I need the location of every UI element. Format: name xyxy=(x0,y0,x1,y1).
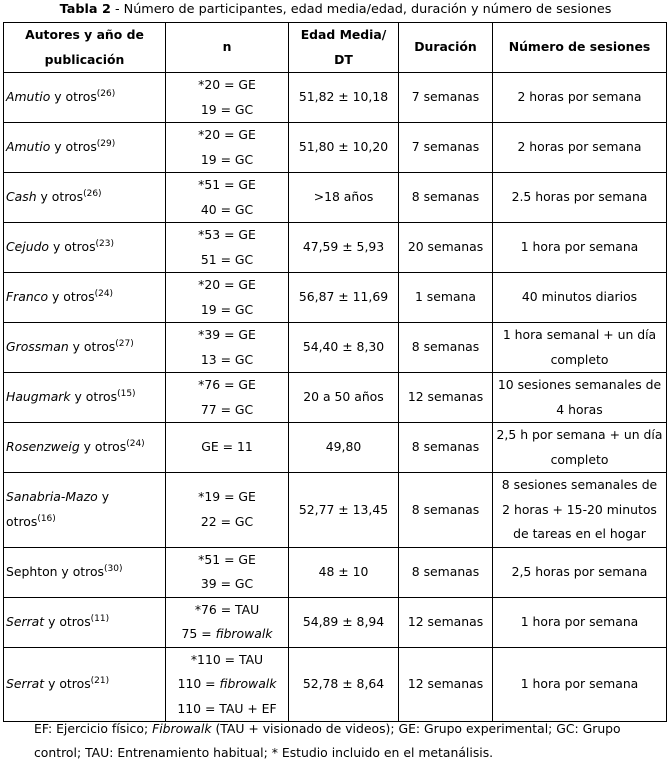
footnote-part: EF: Ejercicio físico; xyxy=(34,721,153,736)
author-name: Sanabria-Mazo xyxy=(6,489,98,505)
n-text: *19 = GE xyxy=(198,489,256,505)
author-cell xyxy=(4,547,166,597)
sessions-cell: 40 minutos diarios xyxy=(493,273,667,323)
duration-cell: 12 semanas xyxy=(399,373,493,423)
duration-cell: 1 semana xyxy=(399,273,493,323)
author-cell xyxy=(4,73,166,123)
sessions-cell: 8 sesiones semanales de 2 horas + 15-20 minutos de tareas en el hogar xyxy=(493,473,667,548)
author-name: Franco xyxy=(6,289,49,305)
sessions-cell: 1 hora por semana xyxy=(493,223,667,273)
sessions-cell: 2.5 horas por semana xyxy=(493,173,667,223)
table-row xyxy=(4,597,667,647)
table-row xyxy=(4,423,667,473)
age-cell: 51,82 ± 10,18 xyxy=(289,73,399,123)
author-cell xyxy=(4,273,166,323)
sessions-cell: 1 hora semanal + un día completo xyxy=(493,323,667,373)
author-cell xyxy=(4,423,166,473)
duration-cell: 12 semanas xyxy=(399,647,493,722)
n-text: 19 = GC xyxy=(200,301,254,317)
n-text: 51 = GC xyxy=(200,251,254,267)
reference: (26) xyxy=(83,189,102,200)
author-rest: y otros xyxy=(48,289,95,305)
n-italic: fibrowalk xyxy=(215,626,273,641)
reference: (23) xyxy=(95,239,115,250)
sessions-cell: 2,5 h por semana + un día completo xyxy=(493,423,667,473)
table-row xyxy=(4,647,667,722)
age-cell: 54,89 ± 8,94 xyxy=(289,597,399,647)
duration-cell: 8 semanas xyxy=(399,173,493,223)
n-cell xyxy=(166,273,289,323)
author-cell xyxy=(4,373,166,423)
table-row xyxy=(4,223,667,273)
n-line xyxy=(169,348,285,373)
duration-cell: 8 semanas xyxy=(399,323,493,373)
n-line xyxy=(169,173,285,198)
n-line xyxy=(169,572,285,597)
n-line xyxy=(169,223,285,248)
n-line xyxy=(169,435,285,460)
header-age: Edad Media/ DT xyxy=(289,23,399,73)
author-rest: Sephton y otros xyxy=(6,563,105,579)
caption-text: - Número de participantes, edad media/edad, duración y número de sesiones xyxy=(110,2,612,17)
reference: (30) xyxy=(104,563,123,574)
author-cell xyxy=(4,473,166,548)
age-cell: 47,59 ± 5,93 xyxy=(289,223,399,273)
reference: (21) xyxy=(90,676,110,686)
duration-cell: 7 semanas xyxy=(399,73,493,123)
n-line xyxy=(169,298,285,323)
reference: (15) xyxy=(117,389,136,400)
author-cell xyxy=(4,647,166,722)
sessions-cell: 1 hora por semana xyxy=(493,597,667,647)
age-cell: >18 años xyxy=(289,173,399,223)
author-name: Rosenzweig xyxy=(6,439,80,455)
header-n: n xyxy=(166,23,289,73)
table-row xyxy=(4,547,667,597)
author-cell xyxy=(4,173,166,223)
n-text: 110 = TAU + EF xyxy=(177,700,277,716)
table-row xyxy=(4,373,667,423)
n-cell xyxy=(166,423,289,473)
n-line xyxy=(169,485,285,510)
n-cell xyxy=(166,73,289,123)
n-cell xyxy=(166,173,289,223)
n-line xyxy=(169,248,285,273)
n-text: 75 = xyxy=(181,626,216,641)
n-text: *51 = GE xyxy=(198,177,256,192)
header-row xyxy=(4,23,667,73)
sessions-cell: 10 sesiones semanales de 4 horas xyxy=(493,373,667,423)
n-text: 110 = xyxy=(177,676,220,691)
n-line xyxy=(169,548,285,573)
age-cell: 52,77 ± 13,45 xyxy=(289,473,399,548)
n-cell xyxy=(166,323,289,373)
n-line xyxy=(169,648,285,673)
header-duration: Duración xyxy=(399,23,493,73)
caption-label: Tabla 2 xyxy=(59,2,111,17)
n-line xyxy=(169,398,285,423)
reference: (26) xyxy=(96,89,116,100)
age-cell: 54,40 ± 8,30 xyxy=(289,323,399,373)
author-rest: y otros xyxy=(70,389,118,405)
reference: (29) xyxy=(96,139,116,150)
reference: (27) xyxy=(115,339,134,350)
author-rest: y otros xyxy=(68,339,116,355)
duration-cell: 8 semanas xyxy=(399,423,493,473)
n-text: 13 = GC xyxy=(200,351,254,367)
author-cell xyxy=(4,223,166,273)
author-cell xyxy=(4,123,166,173)
author-name: Haugmark xyxy=(6,389,71,405)
footnote-part: Fibrowalk xyxy=(152,721,212,736)
n-line xyxy=(169,622,285,647)
n-italic: fibrowalk xyxy=(219,676,277,691)
n-cell xyxy=(166,647,289,722)
duration-cell: 7 semanas xyxy=(399,123,493,173)
n-line xyxy=(169,273,285,298)
age-cell: 48 ± 10 xyxy=(289,547,399,597)
n-text: *20 = GE xyxy=(198,277,256,292)
author-name: Grossman xyxy=(6,339,69,355)
author-name: Cejudo xyxy=(6,239,50,255)
n-line xyxy=(169,148,285,173)
author-name: Serrat xyxy=(6,613,45,629)
footnote xyxy=(34,717,664,765)
sessions-cell: 2,5 horas por semana xyxy=(493,547,667,597)
n-cell xyxy=(166,123,289,173)
n-cell xyxy=(166,597,289,647)
n-text: GE = 11 xyxy=(201,439,253,455)
age-cell: 52,78 ± 8,64 xyxy=(289,647,399,722)
table-row xyxy=(4,73,667,123)
sessions-cell: 1 hora por semana xyxy=(493,647,667,722)
n-line xyxy=(169,198,285,223)
n-text: *53 = GE xyxy=(198,227,256,242)
author-rest: y otros xyxy=(36,189,84,205)
n-text: *20 = GE xyxy=(198,127,256,142)
n-text: 39 = GC xyxy=(200,576,254,591)
n-cell xyxy=(166,473,289,548)
age-cell: 49,80 xyxy=(289,423,399,473)
duration-cell: 8 semanas xyxy=(399,473,493,548)
n-cell xyxy=(166,373,289,423)
header-sessions: Número de sesiones xyxy=(493,23,667,73)
n-cell xyxy=(166,547,289,597)
author-rest: y otros xyxy=(44,613,91,629)
table-row xyxy=(4,473,667,548)
author-cell xyxy=(4,597,166,647)
n-cell xyxy=(166,223,289,273)
n-line xyxy=(169,98,285,123)
table-row xyxy=(4,323,667,373)
footnote-part: (TAU + visionado de videos); GE: Grupo experimental; GC: Grupo control; TAU: Entrenamiento habitual; * Estudio incluido en el metanálisis. xyxy=(34,721,621,760)
author-rest: y otros xyxy=(50,139,97,155)
table-row xyxy=(4,173,667,223)
sessions-cell: 2 horas por semana xyxy=(493,123,667,173)
reference: (24) xyxy=(94,289,114,300)
table-row xyxy=(4,123,667,173)
author-rest: y otros xyxy=(79,439,127,455)
table-caption xyxy=(0,1,671,19)
age-cell: 20 a 50 años xyxy=(289,373,399,423)
sessions-cell: 2 horas por semana xyxy=(493,73,667,123)
age-cell: 56,87 ± 11,69 xyxy=(289,273,399,323)
n-text: 19 = GC xyxy=(200,101,254,117)
n-text: *51 = GE xyxy=(198,551,256,567)
author-rest: y otros xyxy=(44,676,91,691)
author-rest: y otros xyxy=(50,89,97,105)
n-text: 40 = GC xyxy=(200,201,254,217)
n-text: *39 = GE xyxy=(198,327,256,342)
author-name: Amutio xyxy=(6,89,51,105)
duration-cell: 8 semanas xyxy=(399,547,493,597)
n-line xyxy=(169,510,285,535)
n-text: 77 = GC xyxy=(200,401,254,417)
header-authors: Autores y año de publicación xyxy=(4,23,166,73)
data-table xyxy=(3,22,667,722)
n-line xyxy=(169,373,285,398)
reference: (16) xyxy=(37,513,56,524)
reference: (11) xyxy=(90,613,110,624)
n-line xyxy=(169,672,285,697)
n-line xyxy=(169,598,285,623)
author-name: Amutio xyxy=(6,139,51,155)
age-cell: 51,80 ± 10,20 xyxy=(289,123,399,173)
author-cell xyxy=(4,323,166,373)
n-text: *76 = GE xyxy=(198,377,256,392)
n-text: 19 = GC xyxy=(200,151,254,167)
n-line xyxy=(169,123,285,148)
n-text: 22 = GC xyxy=(200,513,254,529)
duration-cell: 12 semanas xyxy=(399,597,493,647)
author-name: Cash xyxy=(6,189,37,205)
reference: (24) xyxy=(126,439,145,450)
author-rest: y otros xyxy=(6,489,110,529)
n-text: *110 = TAU xyxy=(190,651,264,667)
table-row xyxy=(4,273,667,323)
author-name: Serrat xyxy=(6,676,45,691)
n-line xyxy=(169,323,285,348)
n-line xyxy=(169,73,285,98)
author-rest: y otros xyxy=(49,239,96,255)
n-text: *76 = TAU xyxy=(194,601,260,617)
duration-cell: 20 semanas xyxy=(399,223,493,273)
n-text: *20 = GE xyxy=(198,77,256,92)
